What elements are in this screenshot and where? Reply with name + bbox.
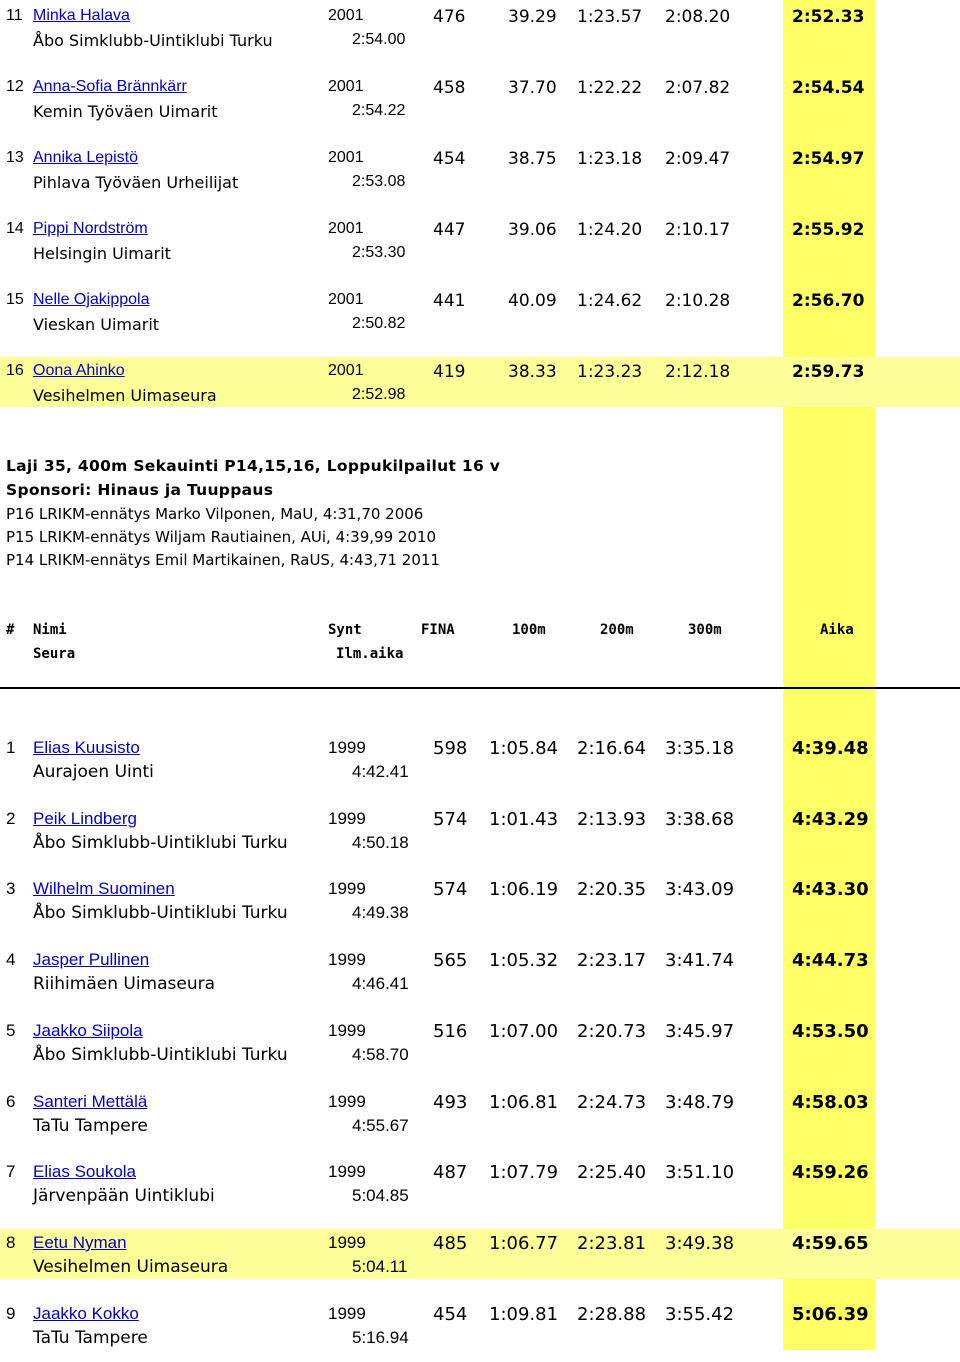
entry-time: 4:58.70 [352,1044,409,1064]
split-100m: 40.09 [508,291,557,311]
final-time: 2:52.33 [792,7,865,27]
split-200m: 1:24.62 [577,291,643,311]
club-name: Riihimäen Uimaseura [33,974,216,995]
split-100m: 1:09.81 [489,1303,559,1325]
rank: 2 [6,808,16,828]
split-100m: 1:06.81 [489,1091,559,1113]
birth-year: 2001 [328,7,364,24]
birth-year: 1999 [328,1091,366,1111]
split-300m: 3:49.38 [665,1232,735,1254]
split-300m: 3:43.09 [665,879,735,901]
club-name: TaTu Tampere [33,1327,148,1348]
split-200m: 2:20.73 [577,1020,647,1042]
split-200m: 2:24.73 [577,1091,647,1113]
athlete-name-link[interactable]: Santeri Mettälä [33,1091,148,1111]
entry-time: 2:54.22 [352,102,406,119]
split-300m: 3:55.42 [665,1303,735,1325]
birth-year: 2001 [328,220,364,237]
birth-year: 1999 [328,1162,366,1182]
entry-time: 4:46.41 [352,974,409,994]
fina-points: 516 [433,1020,468,1042]
split-300m: 2:10.28 [665,291,731,311]
split-200m: 1:23.57 [577,7,643,27]
athlete-name-link[interactable]: Wilhelm Suominen [33,879,175,899]
split-100m: 1:07.79 [489,1162,559,1184]
result-entry [0,1019,960,1079]
event-title: Laji 35, 400m Sekauinti P14,15,16, Loppukilpailut 16 v [6,457,501,475]
fina-points: 476 [433,7,466,27]
athlete-name-link[interactable]: Pippi Nordström [33,220,148,237]
record-p14: P14 LRIKM-ennätys Emil Martikainen, RaUS, 4:43,71 2011 [6,551,440,569]
fina-points: 458 [433,78,466,98]
rank: 15 [6,291,24,308]
fina-points: 454 [433,149,466,169]
split-200m: 2:23.81 [577,1232,647,1254]
entry-time: 2:50.82 [352,315,406,332]
birth-year: 1999 [328,1232,366,1252]
header-name: Nimi [33,622,67,638]
rank: 6 [6,1091,16,1111]
split-100m: 1:07.00 [489,1020,559,1042]
fina-points: 493 [433,1091,468,1113]
split-300m: 3:38.68 [665,808,735,830]
split-300m: 3:35.18 [665,738,735,759]
club-name: Åbo Simklubb-Uintiklubi Turku [33,1044,288,1065]
club-name: Järvenpään Uintiklubi [33,1186,215,1207]
final-time: 4:39.48 [792,738,869,759]
split-200m: 1:24.20 [577,220,643,240]
final-time: 2:56.70 [792,291,865,311]
split-300m: 2:07.82 [665,78,731,98]
birth-year: 1999 [328,1303,366,1323]
entry-time: 4:55.67 [352,1115,409,1135]
rank: 9 [6,1303,16,1323]
split-100m: 39.06 [508,220,557,240]
split-100m: 1:05.32 [489,950,559,972]
club-name: Åbo Simklubb-Uintiklubi Turku [33,903,288,924]
header-birth: Synt [328,622,362,638]
club-name: Aurajoen Uinti [33,762,154,782]
entry-time: 5:04.85 [352,1186,409,1206]
birth-year: 1999 [328,1020,366,1040]
entry-time: 5:04.11 [352,1256,408,1276]
athlete-name-link[interactable]: Oona Ahinko [33,362,125,379]
fina-points: 574 [433,879,468,901]
header-entry-time: Ilm.aika [336,646,404,662]
entry-time: 2:53.08 [352,173,406,190]
split-100m: 1:06.19 [489,879,559,901]
result-entry [0,948,960,1008]
split-200m: 2:16.64 [577,738,647,759]
birth-year: 2001 [328,362,364,379]
final-time: 2:59.73 [792,362,865,382]
club-name: Kemin Työväen Uimarit [33,102,218,121]
split-200m: 1:23.18 [577,149,643,169]
athlete-name-link[interactable]: Jaakko Kokko [33,1303,139,1323]
entry-time: 2:52.98 [352,386,406,403]
birth-year: 1999 [328,879,366,899]
rank: 16 [6,362,24,379]
split-300m: 2:09.47 [665,149,731,169]
header-fina: FINA [421,622,455,638]
final-time: 5:06.39 [792,1303,869,1325]
split-100m: 1:05.84 [489,738,559,759]
athlete-name-link[interactable]: Jaakko Siipola [33,1020,143,1040]
club-name: Pihlava Työväen Urheilijat [33,173,239,192]
split-100m: 38.33 [508,362,557,382]
fina-points: 454 [433,1303,468,1325]
final-time: 4:58.03 [792,1091,869,1113]
record-p15: P15 LRIKM-ennätys Wiljam Rautiainen, AUi, 4:39,99 2010 [6,528,437,546]
split-300m: 2:12.18 [665,362,731,382]
split-200m: 2:20.35 [577,879,647,901]
result-entry [0,360,960,420]
split-100m: 1:06.77 [489,1232,559,1254]
result-entry [0,147,960,207]
split-300m: 3:41.74 [665,950,735,972]
result-entry [0,1302,960,1362]
rank: 11 [6,7,23,24]
athlete-name-link[interactable]: Minka Halava [33,7,130,24]
split-100m: 38.75 [508,149,557,169]
birth-year: 2001 [328,149,364,166]
header-200m: 200m [600,622,634,638]
birth-year: 1999 [328,808,366,828]
rank: 14 [6,220,24,237]
athlete-name-link[interactable]: Jasper Pullinen [33,950,150,970]
result-entry [0,1231,960,1291]
athlete-name-link[interactable]: Annika Lepistö [33,149,138,166]
athlete-name-link[interactable]: Peik Lindberg [33,808,137,828]
final-time: 2:54.54 [792,78,865,98]
rank: 8 [6,1232,16,1252]
entry-time: 4:50.18 [352,832,409,852]
fina-points: 447 [433,220,466,240]
athlete-name-link[interactable]: Anna-Sofia Brännkärr [33,78,187,95]
athlete-name-link[interactable]: Nelle Ojakippola [33,291,150,308]
result-entry [0,218,960,278]
entry-time: 4:49.38 [352,903,409,923]
header-100m: 100m [512,622,546,638]
result-entry [0,76,960,136]
fina-points: 485 [433,1232,468,1254]
result-entry [0,289,960,349]
final-time: 4:53.50 [792,1020,869,1042]
split-300m: 3:45.97 [665,1020,735,1042]
fina-points: 574 [433,808,468,830]
birth-year: 1999 [328,738,366,757]
record-p16: P16 LRIKM-ennätys Marko Vilponen, MaU, 4:31,70 2006 [6,505,424,523]
athlete-name-link[interactable]: Elias Soukola [33,1162,137,1182]
rank: 1 [6,738,16,757]
rank: 5 [6,1020,16,1040]
split-200m: 1:23.23 [577,362,643,382]
header-divider [0,687,960,689]
split-100m: 37.70 [508,78,557,98]
result-entry [0,1160,960,1220]
split-200m: 2:13.93 [577,808,647,830]
split-100m: 1:01.43 [489,808,559,830]
rank: 13 [6,149,24,166]
rank: 4 [6,950,16,970]
result-entry [0,5,960,65]
club-name: TaTu Tampere [33,1115,148,1136]
header-300m: 300m [688,622,722,638]
final-time: 4:59.26 [792,1162,869,1184]
club-name: Helsingin Uimarit [33,244,171,263]
rank: 3 [6,879,16,899]
event-sponsor: Sponsori: Hinaus ja Tuuppaus [6,481,274,499]
split-100m: 39.29 [508,7,557,27]
header-rank: # [6,622,15,638]
final-time: 4:43.29 [792,808,869,830]
final-time: 4:59.65 [792,1232,869,1254]
header-time: Aika [820,622,854,638]
final-time: 4:44.73 [792,950,869,972]
fina-points: 419 [433,362,466,382]
split-300m: 2:08.20 [665,7,731,27]
club-name: Vesihelmen Uimaseura [33,1256,229,1277]
birth-year: 2001 [328,291,364,308]
fina-points: 598 [433,738,468,759]
birth-year: 2001 [328,78,364,95]
split-200m: 2:25.40 [577,1162,647,1184]
entry-time: 2:54.00 [352,31,406,48]
athlete-name-link[interactable]: Elias Kuusisto [33,738,140,757]
athlete-name-link[interactable]: Eetu Nyman [33,1232,127,1252]
result-entry [0,877,960,937]
split-300m: 3:51.10 [665,1162,735,1184]
split-300m: 3:48.79 [665,1091,735,1113]
final-time: 2:55.92 [792,220,865,240]
final-time: 4:43.30 [792,879,869,901]
split-200m: 2:23.17 [577,950,647,972]
split-300m: 2:10.17 [665,220,731,240]
fina-points: 487 [433,1162,468,1184]
club-name: Vesihelmen Uimaseura [33,386,217,405]
fina-points: 565 [433,950,468,972]
entry-time: 2:53.30 [352,244,406,261]
final-time: 2:54.97 [792,149,865,169]
header-club: Seura [33,646,76,662]
rank: 7 [6,1162,16,1182]
entry-time: 5:16.94 [352,1327,409,1347]
split-200m: 1:22.22 [577,78,643,98]
club-name: Åbo Simklubb-Uintiklubi Turku [33,31,273,50]
split-200m: 2:28.88 [577,1303,647,1325]
birth-year: 1999 [328,950,366,970]
entry-time: 4:42.41 [352,762,409,781]
rank: 12 [6,78,24,95]
club-name: Åbo Simklubb-Uintiklubi Turku [33,832,288,853]
club-name: Vieskan Uimarit [33,315,160,334]
result-entry [0,1090,960,1150]
fina-points: 441 [433,291,466,311]
result-entry [0,807,960,867]
result-entry [0,736,960,796]
